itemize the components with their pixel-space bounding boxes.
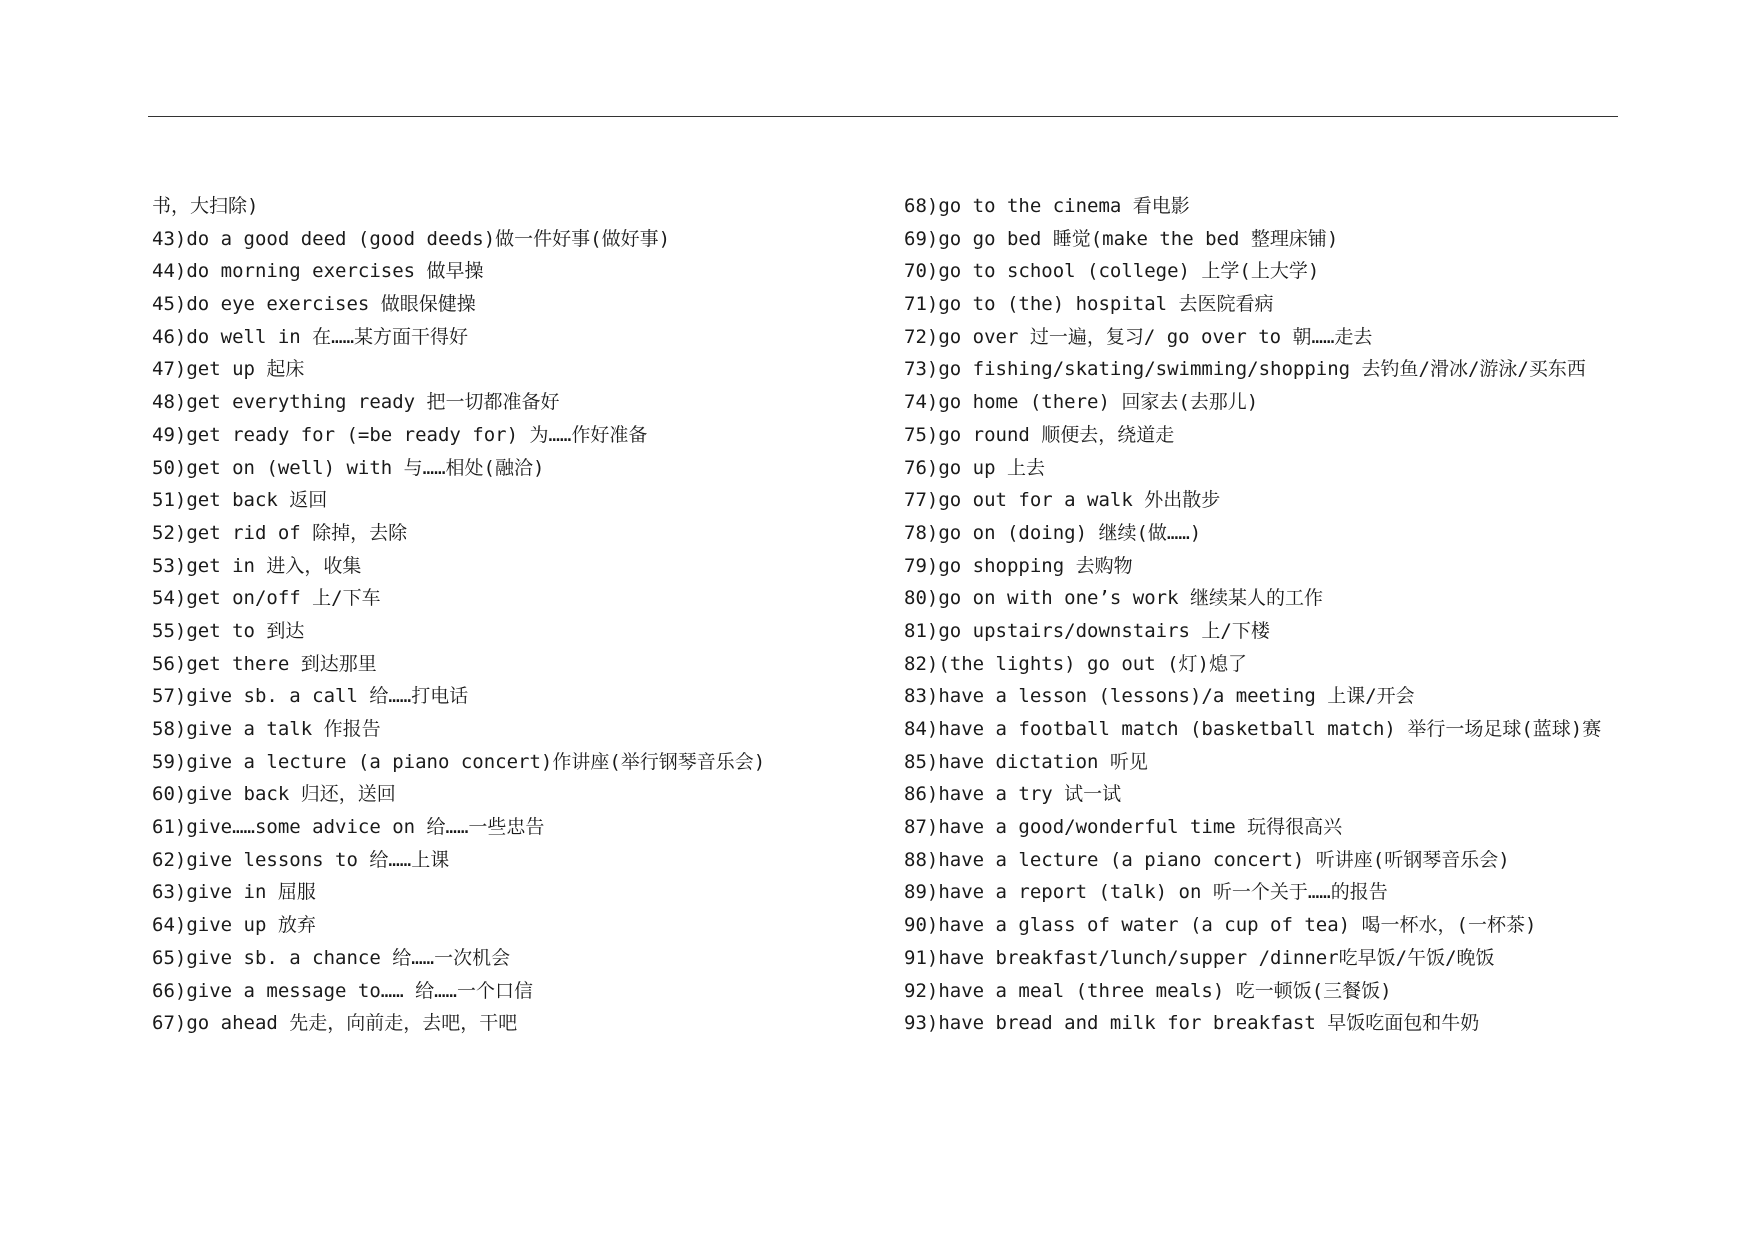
phrase-line: 76)go up 上去 (904, 456, 1045, 479)
phrase-line: 82)(the lights) go out (灯)熄了 (904, 652, 1247, 675)
phrase-line: 48)get everything ready 把一切都准备好 (152, 391, 560, 414)
phrase-line: 61)give……some advice on 给……一些忠告 (152, 816, 545, 839)
phrase-line: 50)get on (well) with 与……相处(融洽) (152, 456, 545, 479)
left-column (152, 190, 872, 1040)
phrase-line: 46)do well in 在……某方面干得好 (152, 325, 469, 348)
phrase-line: 47)get up 起床 (152, 358, 305, 381)
phrase-line: 60)give back 归还，送回 (152, 783, 396, 806)
phrase-line: 51)get back 返回 (152, 489, 328, 512)
phrase-line: 86)have a try 试一试 (904, 783, 1122, 806)
phrase-line: 83)have a lesson (lessons)/a meeting 上课/开会 (904, 685, 1415, 708)
phrase-line: 75)go round 顺便去，绕道走 (904, 423, 1175, 446)
phrase-line: 79)go shopping 去购物 (904, 554, 1133, 577)
phrase-line: 44)do morning exercises 做早操 (152, 260, 484, 283)
phrase-line: 64)give up 放弃 (152, 914, 316, 937)
phrase-line: 59)give a lecture (a piano concert)作讲座(举行钢琴音乐会) (152, 750, 766, 773)
header-rule (148, 116, 1618, 117)
phrase-line: 92)have a meal (three meals) 吃一顿饭(三餐饭) (904, 979, 1392, 1002)
phrase-line: 81)go upstairs/downstairs 上/下楼 (904, 619, 1270, 642)
phrase-line: 71)go to (the) hospital 去医院看病 (904, 293, 1274, 316)
phrase-line: 65)give sb. a chance 给……一次机会 (152, 946, 511, 969)
phrase-line: 77)go out for a walk 外出散步 (904, 489, 1221, 512)
phrase-line: 67)go ahead 先走，向前走，去吧，干吧 (152, 1012, 518, 1035)
phrase-line: 89)have a report (talk) on 听一个关于……的报告 (904, 881, 1388, 904)
phrase-line: 43)do a good deed (good deeds)做一件好事(做好事) (152, 227, 671, 250)
phrase-line: 91)have breakfast/lunch/supper /dinner吃早饭/午饭/晚饭 (904, 946, 1495, 969)
phrase-line: 63)give in 屈服 (152, 881, 316, 904)
phrase-line: 49)get ready for (=be ready for) 为……作好准备 (152, 423, 648, 446)
phrase-line: 88)have a lecture (a piano concert) 听讲座(听钢琴音乐会) (904, 848, 1510, 871)
phrase-line: 55)get to 到达 (152, 619, 305, 642)
phrase-line: 93)have bread and milk for breakfast 早饭吃面包和牛奶 (904, 1012, 1480, 1035)
phrase-line: 53)get in 进入，收集 (152, 554, 362, 577)
phrase-line: 66)give a message to…… 给……一个口信 (152, 979, 533, 1002)
phrase-line: 70)go to school (college) 上学(上大学) (904, 260, 1320, 283)
phrase-line: 80)go on with one’s work 继续某人的工作 (904, 587, 1323, 610)
phrase-line: 73)go fishing/skating/swimming/shopping 去钓鱼/滑冰/游泳/买东西 (904, 358, 1586, 381)
phrase-line: 78)go on (doing) 继续(做……) (904, 521, 1202, 544)
phrase-line: 90)have a glass of water (a cup of tea) 喝一杯水，(一杯茶) (904, 914, 1537, 937)
phrase-line: 85)have dictation 听见 (904, 750, 1148, 773)
phrase-line: 62)give lessons to 给……上课 (152, 848, 450, 871)
phrase-line: 87)have a good/wonderful time 玩得很高兴 (904, 816, 1343, 839)
right-column (904, 190, 1624, 1040)
phrase-line: 68)go to the cinema 看电影 (904, 195, 1190, 217)
phrase-line: 72)go over 过一遍，复习/ go over to 朝……走去 (904, 325, 1373, 348)
phrase-line: 56)get there 到达那里 (152, 652, 377, 675)
phrase-line: 69)go go bed 睡觉(make the bed 整理床铺) (904, 227, 1339, 250)
phrase-line: 54)get on/off 上/下车 (152, 587, 381, 610)
phrase-line: 58)give a talk 作报告 (152, 718, 381, 740)
phrase-line: 52)get rid of 除掉，去除 (152, 521, 408, 544)
phrase-line: 书，大扫除) (152, 195, 259, 217)
phrase-line: 74)go home (there) 回家去(去那儿) (904, 391, 1259, 414)
phrase-line: 57)give sb. a call 给……打电话 (152, 685, 469, 708)
phrase-line: 84)have a football match (basketball match) 举行一场足球(蓝球)赛 (904, 718, 1602, 740)
phrase-line: 45)do eye exercises 做眼保健操 (152, 293, 476, 316)
